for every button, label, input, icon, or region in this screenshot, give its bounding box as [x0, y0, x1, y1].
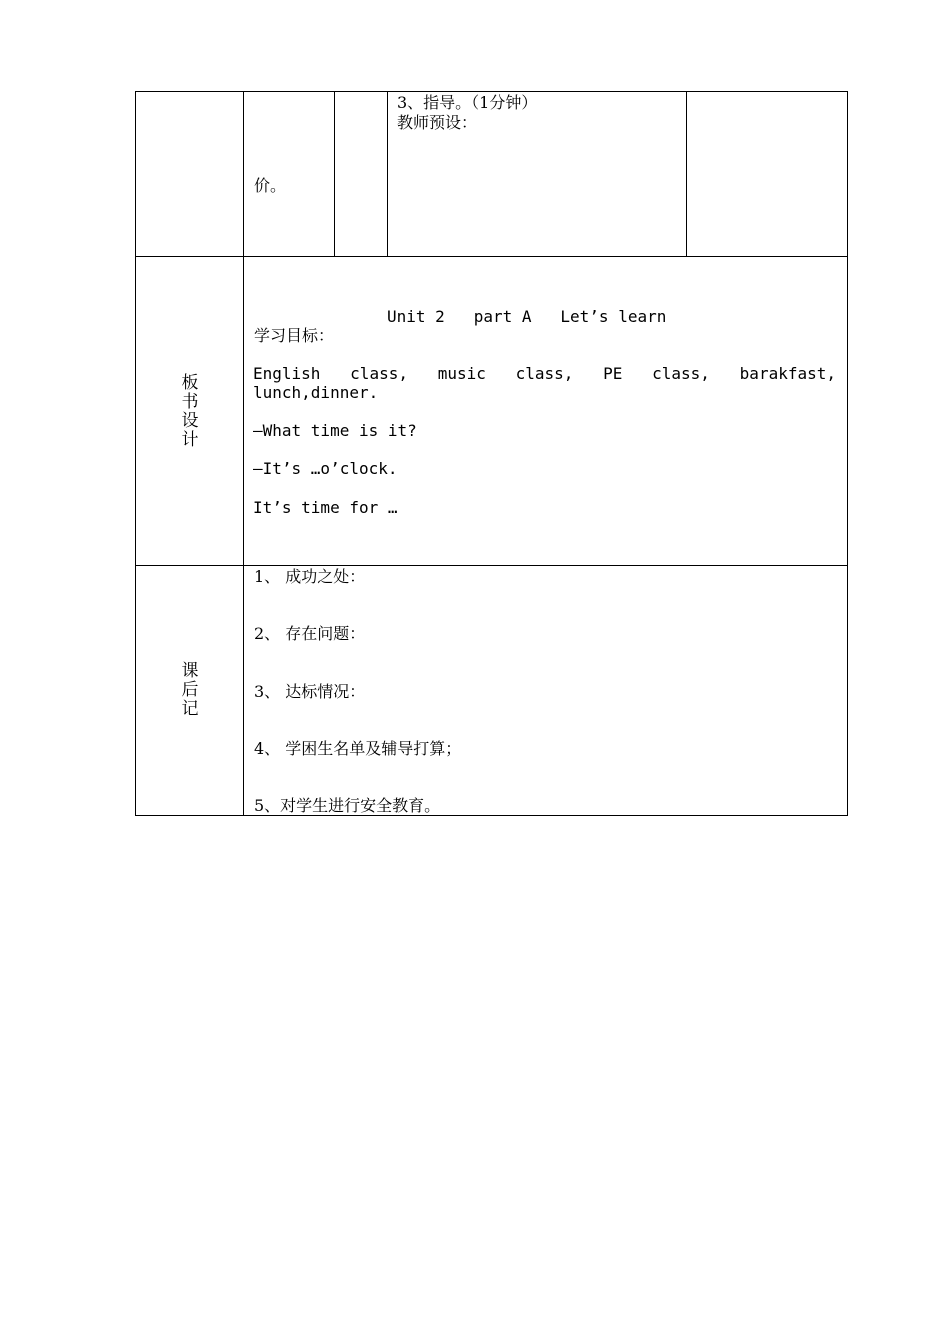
top-row-divider-b: [387, 91, 388, 257]
row-divider-1: [135, 256, 848, 257]
vocab-word: music: [437, 364, 486, 383]
vocab-word: barakfast,: [739, 364, 836, 383]
vocabulary-line: [253, 364, 836, 383]
teacher-preset-label: 教师预设：: [397, 113, 478, 132]
vocabulary-line-2: lunch,dinner.: [253, 383, 379, 402]
vocab-word: PE: [603, 364, 623, 383]
note-item: 1、 成功之处：: [254, 567, 366, 586]
board-design-label: 板书设计: [181, 373, 199, 450]
dialog-answer: —It’s …o’clock.: [253, 459, 398, 478]
label-column-divider: [243, 91, 244, 816]
dialog-question: —What time is it?: [253, 421, 417, 440]
note-item: 5、对学生进行安全教育。: [254, 796, 441, 815]
board-title: Unit 2 part A Let’s learn: [387, 307, 667, 326]
table-border-top: [135, 91, 848, 92]
table-border-bottom: [135, 815, 848, 816]
sentence-pattern: It’s time for …: [253, 498, 398, 517]
row-divider-2: [135, 565, 848, 566]
vocab-word: English: [253, 364, 321, 383]
note-item: 3、 达标情况：: [254, 682, 366, 701]
guidance-step: 3、指导。（1分钟）: [397, 93, 538, 112]
note-item: 2、 存在问题：: [254, 624, 366, 643]
table-border-right: [847, 91, 848, 816]
vocab-word: class,: [350, 364, 408, 383]
vocab-word: class,: [652, 364, 710, 383]
table-border-left: [135, 91, 136, 816]
evaluation-text: 价。: [254, 176, 287, 195]
top-row-divider-c: [686, 91, 687, 257]
post-class-notes-label: 课后记: [181, 661, 199, 719]
learning-goals-label: 学习目标：: [254, 326, 335, 345]
top-row-divider-a: [334, 91, 335, 257]
note-item: 4、 学困生名单及辅导打算；: [254, 739, 462, 758]
vocab-word: class,: [515, 364, 574, 383]
